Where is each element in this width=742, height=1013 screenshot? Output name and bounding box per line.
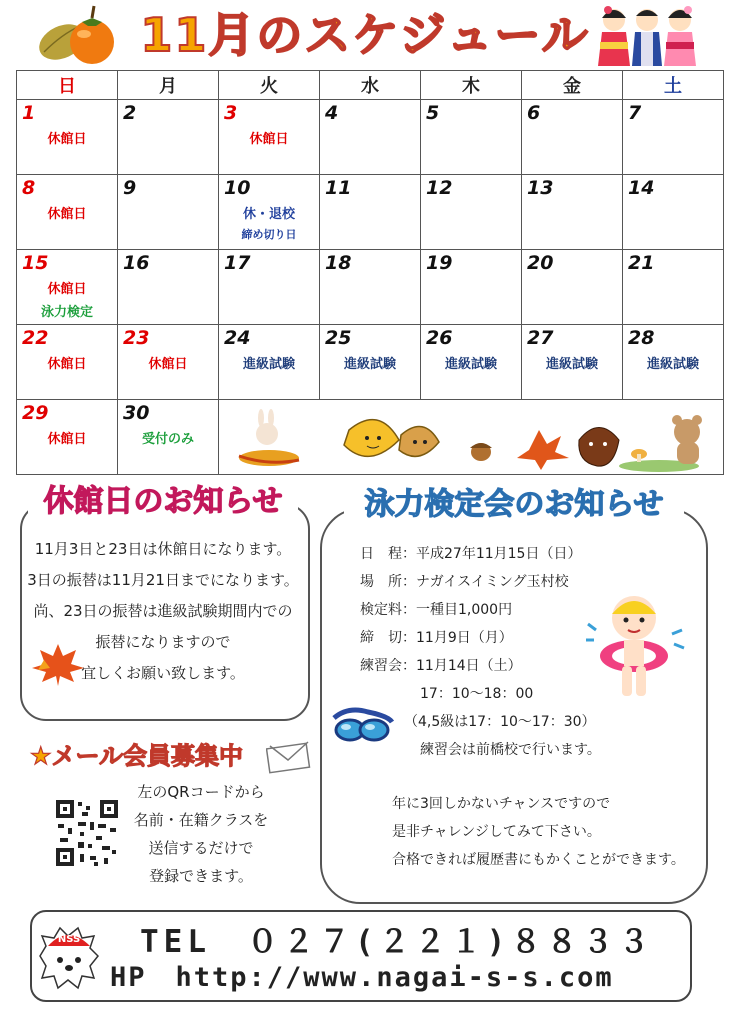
day-cell: [118, 175, 219, 250]
day-cell: [118, 250, 219, 325]
day-note: 泳力検定: [40, 305, 93, 320]
day-number: 2: [123, 102, 137, 124]
day-number: 1: [22, 102, 36, 124]
day-cell: [219, 325, 320, 400]
day-number: 3: [224, 102, 238, 124]
exam-practice-place: 練習会は前橋校で行います。: [420, 742, 601, 758]
day-number: 12: [426, 177, 453, 199]
day-cell: [623, 250, 724, 325]
exam-row-date: 日 程：平成27年11月15日（日）: [360, 546, 582, 562]
day-number: 17: [224, 252, 251, 274]
day-number: 28: [628, 327, 655, 349]
weekday-fri: 金: [522, 71, 623, 100]
day-note: 休館日: [47, 357, 87, 372]
day-cell: [17, 100, 118, 175]
day-note: 進級試験: [444, 357, 497, 372]
day-note: 休館日: [47, 432, 87, 447]
day-cell: [522, 175, 623, 250]
day-cell: [17, 400, 118, 475]
swimmer-kid-icon: [584, 590, 688, 702]
nss-logo-text: NSS: [57, 934, 81, 945]
day-cell: [421, 250, 522, 325]
swim-goggles-icon: [328, 700, 398, 746]
exam-practice-time-note: （4,5級は17：10〜17：30）: [404, 714, 596, 730]
day-cell: [320, 250, 421, 325]
envelope-icon: [266, 740, 314, 774]
homepage-url[interactable]: HP http://www.nagai-s-s.com: [110, 962, 614, 993]
exam-closing-text: [392, 790, 692, 874]
mail-line: 名前・在籍クラスを: [133, 811, 269, 829]
exam-row-practice: 練習会：11月14日（土）: [360, 658, 522, 674]
day-note: 受付のみ: [141, 432, 194, 447]
day-number: 24: [224, 327, 251, 349]
exam-practice-time: 17：10〜18：00: [420, 686, 534, 702]
day-number: 6: [527, 102, 541, 124]
day-note: 締め切り日: [241, 228, 297, 241]
day-number: 30: [123, 402, 150, 424]
day-note: 進級試験: [242, 357, 295, 372]
qr-code[interactable]: [54, 798, 120, 868]
day-number: 16: [123, 252, 150, 274]
day-number: 10: [224, 177, 251, 199]
kids-kimono-icon: [592, 2, 702, 68]
exam-row-place: 場 所：ナガイスイミング玉村校: [360, 574, 569, 590]
day-number: 13: [527, 177, 554, 199]
day-note: 休館日: [148, 357, 188, 372]
day-cell: [320, 100, 421, 175]
day-number: 22: [22, 327, 49, 349]
day-number: 11: [325, 177, 352, 199]
nss-mascot-logo: [34, 916, 104, 996]
calendar-table: [16, 70, 724, 475]
mail-notice-text: [126, 778, 276, 890]
day-number: 25: [325, 327, 352, 349]
day-number: 9: [123, 177, 137, 199]
mail-line: 左のQRコードから: [137, 783, 265, 801]
phone-number[interactable]: TEL ０２７(２２１)８８３３: [140, 924, 655, 960]
exam-details: [360, 540, 620, 764]
closure-line: 3日の振替は11月21日までになります。: [27, 571, 299, 589]
day-cell: [421, 175, 522, 250]
exam-row-fee: 検定料：一種目1,000円: [360, 602, 513, 618]
day-cell: [219, 250, 320, 325]
mail-line: 送信するだけで: [148, 839, 254, 857]
page-title: 11月のスケジュール: [140, 8, 590, 62]
day-cell: [623, 175, 724, 250]
calendar-week: [17, 400, 724, 475]
day-cell: [219, 175, 320, 250]
maple-leaf-icon: [30, 640, 86, 686]
closing-line: 年に3回しかないチャンスですので: [392, 796, 611, 812]
weekday-mon: 月: [118, 71, 219, 100]
weekday-sun: 日: [17, 71, 118, 100]
day-cell: [320, 175, 421, 250]
day-number: 7: [628, 102, 642, 124]
day-number: 21: [628, 252, 655, 274]
day-number: 19: [426, 252, 453, 274]
closure-notice-title: 休館日のお知らせ: [28, 482, 298, 522]
day-number: 4: [325, 102, 339, 124]
day-number: 18: [325, 252, 352, 274]
day-cell: [118, 100, 219, 175]
day-note: 休館日: [47, 207, 87, 222]
day-cell: [118, 400, 219, 475]
day-note: 休・退校: [242, 207, 295, 222]
day-number: 14: [628, 177, 655, 199]
closure-line: 振替になりますので: [95, 633, 231, 651]
day-cell: [118, 325, 219, 400]
day-number: 29: [22, 402, 49, 424]
day-cell: [522, 325, 623, 400]
autumn-decoration-cell: [219, 400, 724, 475]
day-number: 20: [527, 252, 554, 274]
mail-notice-title: ★メール会員募集中: [30, 742, 244, 770]
exam-row-deadline: 締 切：11月9日（月）: [360, 630, 513, 646]
calendar-week: [17, 100, 724, 175]
day-cell: [17, 325, 118, 400]
day-number: 23: [123, 327, 150, 349]
day-cell: [522, 100, 623, 175]
day-cell: [17, 175, 118, 250]
closure-line: 宜しくお願い致します。: [81, 664, 245, 682]
day-note: 進級試験: [545, 357, 598, 372]
weekday-tue: 火: [219, 71, 320, 100]
day-cell: [219, 100, 320, 175]
autumn-leaves-illustration: [219, 400, 719, 474]
day-cell: [17, 250, 118, 325]
weekday-wed: 水: [320, 71, 421, 100]
day-cell: [623, 325, 724, 400]
mail-line: 登録できます。: [149, 867, 253, 885]
day-note: 休館日: [47, 132, 87, 147]
closure-line: 11月3日と23日は休館日になります。: [34, 540, 292, 558]
closure-line: 尚、23日の振替は進級試験期間内での: [33, 602, 293, 620]
day-cell: [421, 325, 522, 400]
calendar-week: [17, 250, 724, 325]
weekday-sat: 土: [623, 71, 724, 100]
closing-line: 是非チャレンジしてみて下さい。: [392, 824, 601, 840]
day-number: 5: [426, 102, 440, 124]
persimmon-icon: [34, 4, 124, 68]
calendar-week: [17, 175, 724, 250]
day-number: 26: [426, 327, 453, 349]
day-note: 進級試験: [646, 357, 699, 372]
closing-line: 合格できれば履歴書にもかくことができます。: [392, 852, 685, 868]
day-cell: [320, 325, 421, 400]
day-cell: [623, 100, 724, 175]
day-number: 8: [22, 177, 36, 199]
day-cell: [522, 250, 623, 325]
exam-notice-title: 泳力検定会のお知らせ: [344, 484, 684, 526]
day-note: 休館日: [47, 282, 87, 297]
day-number: 27: [527, 327, 554, 349]
calendar-week: [17, 325, 724, 400]
day-number: 15: [22, 252, 49, 274]
day-note: 進級試験: [343, 357, 396, 372]
day-cell: [421, 100, 522, 175]
day-note: 休館日: [249, 132, 289, 147]
weekday-thu: 木: [421, 71, 522, 100]
